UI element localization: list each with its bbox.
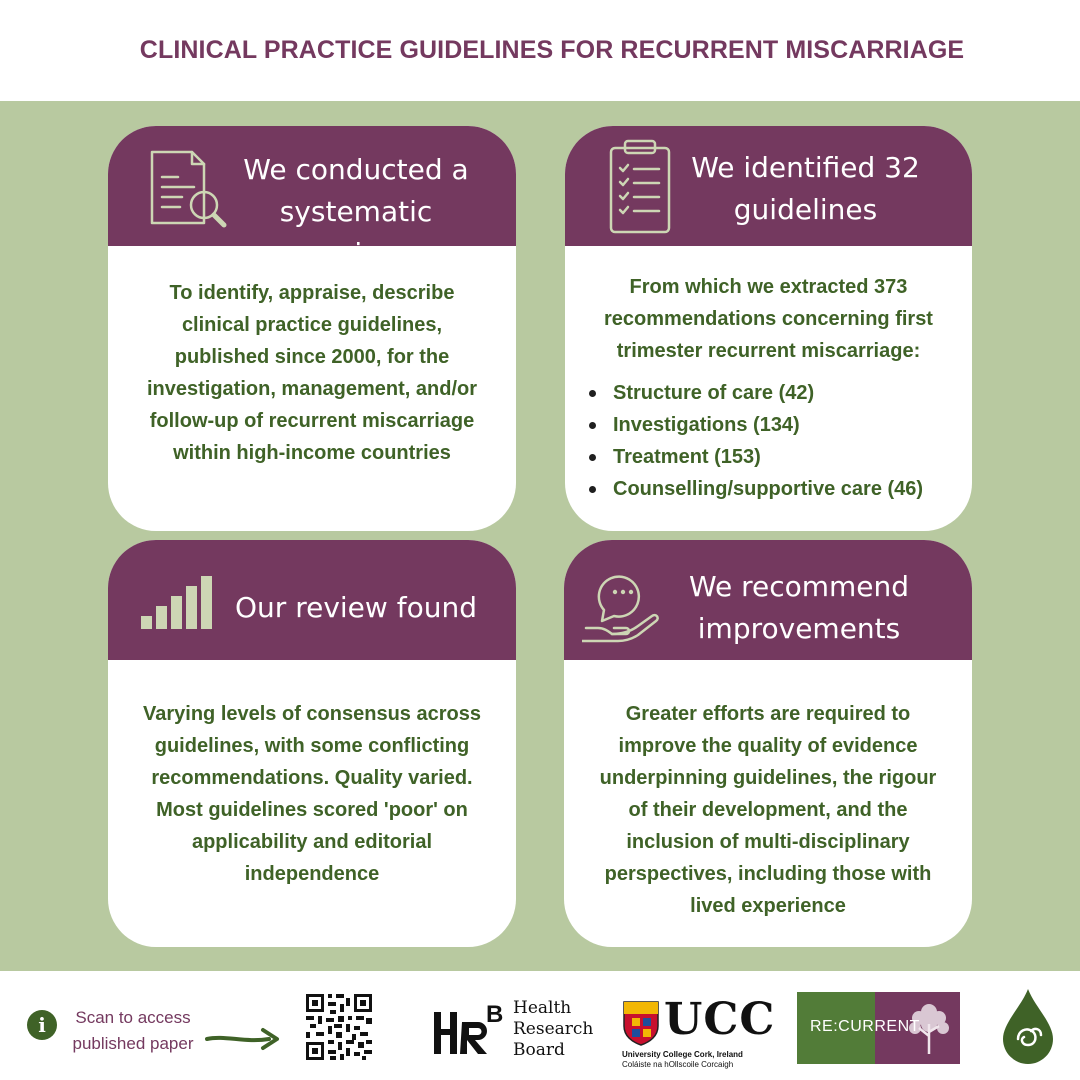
card-header: [565, 126, 972, 246]
qr-code[interactable]: [306, 994, 372, 1060]
clipboard-checklist-icon: [607, 138, 673, 236]
ucc-subtitle: University College Cork, Ireland Coláiste na hOllscoile Corcaigh: [622, 1050, 743, 1069]
bar-chart-icon: [140, 574, 214, 630]
card-body: Varying levels of consensus across guidelines, with some conflicting recommendations. Quality varied. Most guidelines scored 'poor' on applicability and editorial independence: [143, 703, 481, 885]
svg-text:B: B: [486, 1001, 504, 1028]
card-heading: We recommend improvements: [688, 570, 910, 645]
document-search-icon: [148, 149, 236, 231]
page-title: CLINICAL PRACTICE GUIDELINES FOR RECURRENT MISCARRIAGE: [139, 36, 965, 64]
arrow-right-icon: [205, 1027, 280, 1051]
card-body: From which we extracted 373 recommendations concerning first trimester recurrent miscarriage: Structure of care (42) Investigations (134) Treatment (153) Counselling/supportive care (46): [565, 271, 972, 505]
recurrent-logo: [797, 992, 960, 1064]
card-heading: We conducted a systematic review: [243, 153, 469, 270]
list-item: Treatment (153): [583, 441, 972, 473]
card-body: To identify, appraise, describe clinical practice guidelines, published since 2000, for the investigation, management, and/or follow-up of recurrent miscarriage within high-income countries: [146, 282, 478, 464]
card-heading: Our review found: [235, 591, 477, 624]
hrb-logo: [432, 1000, 510, 1056]
list-item: Counselling/supportive care (46): [583, 473, 972, 505]
list-item: Structure of care (42): [583, 377, 972, 409]
recurrent-logo-text: RE:CURRENT: [810, 1018, 920, 1035]
main-panel: [0, 101, 1080, 971]
scan-caption: Scan to access published paper: [72, 1008, 194, 1053]
info-icon: i: [27, 1010, 57, 1040]
card-header: [564, 540, 972, 660]
recommendation-list: [583, 377, 972, 505]
card-recommend-improvements: [564, 540, 972, 947]
card-heading: We identified 32 guidelines: [691, 151, 920, 226]
card-header: [108, 126, 516, 270]
ucc-crest-icon: [622, 1000, 660, 1046]
hrb-name: Health Research Board: [513, 998, 594, 1060]
list-item: Investigations (134): [583, 409, 972, 441]
card-review-found: [108, 540, 516, 947]
card-systematic-review: [108, 126, 516, 531]
footer: [0, 971, 1080, 1080]
ucc-logo-text: UCC: [664, 994, 776, 1045]
card-header: [108, 540, 516, 660]
card-body: Greater efforts are required to improve the quality of evidence underpinning guidelines, the rigour of their development, and the inclusion of multi-disciplinary perspectives, including those with lived experience: [599, 703, 937, 917]
drop-logo-icon: [1001, 987, 1055, 1067]
hand-speech-bubble-icon: [582, 566, 662, 646]
header: [0, 0, 1080, 101]
card-identified-guidelines: [565, 126, 972, 531]
